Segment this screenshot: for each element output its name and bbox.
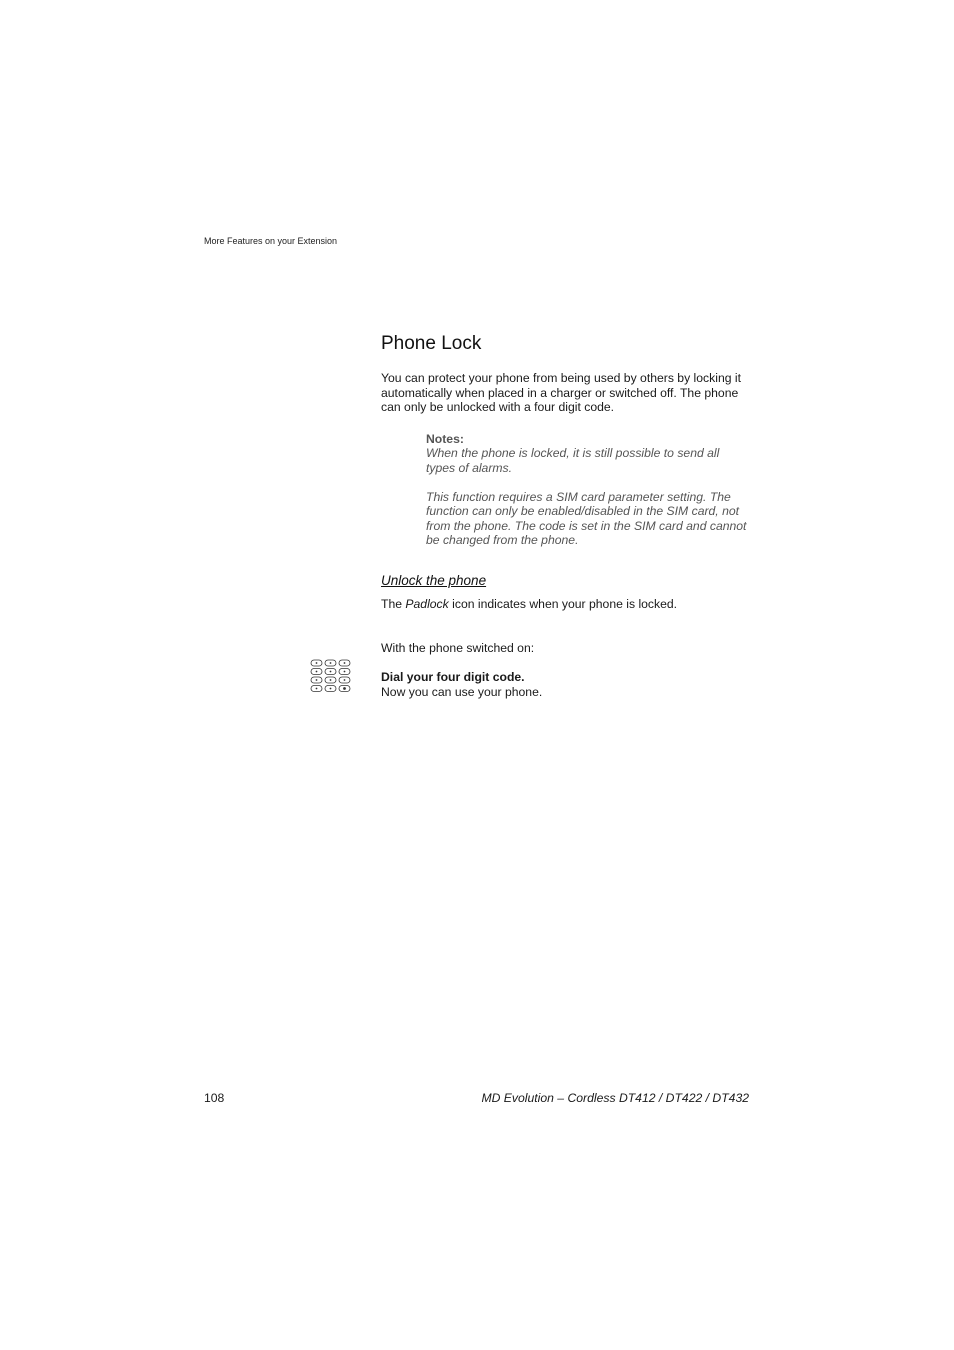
- notes-block: [426, 432, 751, 548]
- note-sim-card: This function requires a SIM card parameter setting. The function can only be enabled/disabled in the SIM card, not from the phone. The code is set in the SIM card and cannot be changed from the phone.: [426, 489, 747, 548]
- running-header: More Features on your Extension: [204, 236, 338, 246]
- padlock-paragraph: [381, 597, 677, 612]
- unlock-heading: Unlock the phone: [381, 573, 487, 588]
- unlock-step: [381, 670, 542, 699]
- document-title: MD Evolution – Cordless DT412 / DT422 / DT432: [481, 1091, 749, 1105]
- keypad-icon: [310, 659, 352, 693]
- notes-label: Notes:: [426, 431, 464, 446]
- padlock-prefix: The: [381, 597, 406, 611]
- section-phone-lock: [381, 333, 751, 548]
- precondition-text: With the phone switched on:: [381, 641, 535, 655]
- padlock-suffix: icon indicates when your phone is locked.: [448, 597, 678, 611]
- note-alarms: When the phone is locked, it is still possible to send all types of alarms.: [426, 446, 720, 475]
- page-title: Phone Lock: [381, 333, 482, 354]
- step-detail: Now you can use your phone.: [381, 684, 543, 699]
- page-number: 108: [204, 1091, 225, 1105]
- intro-paragraph: You can protect your phone from being used by others by locking it automatically when placed in a charger or switched off. The phone can only be unlocked with a four digit code.: [381, 371, 741, 415]
- padlock-word: Padlock: [405, 597, 449, 611]
- step-title: Dial your four digit code.: [381, 670, 525, 684]
